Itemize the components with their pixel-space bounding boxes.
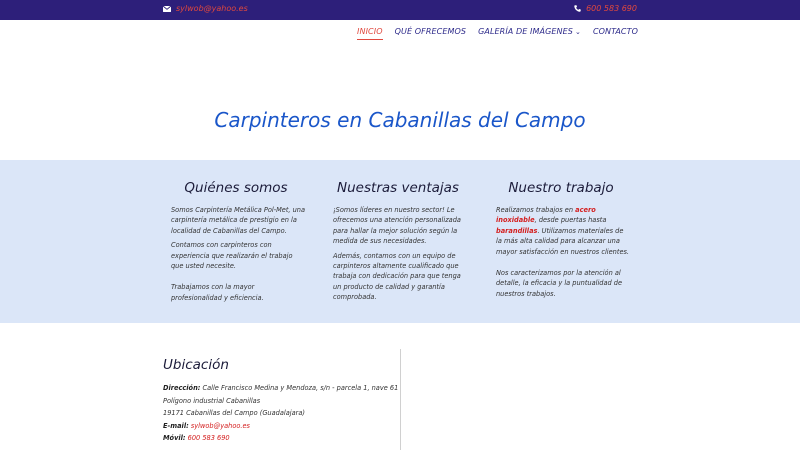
highlight-acero-inoxidable: acero inoxidable xyxy=(496,206,596,225)
email-line xyxy=(163,420,403,433)
email-label: E-mail: xyxy=(163,421,189,430)
top-contact-bar xyxy=(0,0,800,20)
feature-column-nuestras-ventajas xyxy=(333,180,468,307)
page-title: Carpinteros en Cabanillas del Campo xyxy=(214,108,586,132)
feature-column-nuestro-trabajo xyxy=(496,180,631,303)
location-title: Ubicación xyxy=(163,357,229,373)
topbar-phone-text[interactable]: 600 583 690 xyxy=(586,4,637,13)
feature-title: Nuestras ventajas xyxy=(337,180,459,196)
topbar-email-text[interactable]: sylwob@yahoo.es xyxy=(176,4,248,13)
nav-item-galeria[interactable] xyxy=(478,27,581,40)
vertical-divider xyxy=(400,349,401,450)
topbar-phone[interactable] xyxy=(574,4,637,13)
feature-text-part: , desde puertas hasta xyxy=(534,216,607,225)
address-label: Dirección: xyxy=(163,384,201,392)
feature-text-part: Realizamos trabajos en xyxy=(496,206,576,214)
address-value: Calle Francisco Medina y Mendoza, s/n - parcela 1, nave 61 xyxy=(200,384,399,392)
nav-item-label: CONTACTO xyxy=(592,27,638,36)
mobile-line xyxy=(163,432,403,445)
feature-title: Quiénes somos xyxy=(184,180,288,196)
address-line xyxy=(163,382,403,395)
feature-text: Trabajamos con la mayor profesionalidad y eficiencia. xyxy=(171,283,264,302)
nav-item-que-ofrecemos[interactable] xyxy=(395,27,466,40)
feature-text-part: . Utilizamos materiales de la más alta calidad para alcanzar una mayor satisfacción en nuestros clientes. xyxy=(496,226,630,256)
address-line: 19171 Cabanillas del Campo (Guadalajara) xyxy=(163,409,305,417)
nav-item-label: INICIO xyxy=(357,27,383,36)
chevron-down-icon: ⌄ xyxy=(574,27,581,36)
nav-item-label: GALERÍA DE IMÁGENES xyxy=(478,27,573,36)
nav-item-contacto[interactable] xyxy=(593,27,638,40)
feature-text: ¡Somos líderes en nuestro sector! Le ofrecemos una atención personalizada para hallar la mejor solución según la medida de sus necesidades. xyxy=(333,206,461,246)
topbar-email[interactable] xyxy=(163,4,248,13)
feature-text: Además, contamos con un equipo de carpinteros altamente cualificado que trabaja con dedicación para que tenga un producto de calidad y garantía comprobada. xyxy=(333,251,461,302)
location-section xyxy=(163,357,403,445)
phone-icon xyxy=(574,5,581,12)
feature-text: Somos Carpintería Metálica Pol-Met, una carpintería metálica de prestigio en la localidad de Cabanillas del Campo. xyxy=(171,206,306,235)
feature-column-quienes-somos xyxy=(171,180,306,307)
features-section xyxy=(0,160,800,323)
nav-item-label: QUÉ OFRECEMOS xyxy=(394,27,467,36)
mobile-link[interactable]: 600 583 690 xyxy=(187,434,230,442)
feature-text: Nos caracterizamos por la atención al detalle, la eficacia y la puntualidad de nuestros trabajos. xyxy=(496,269,623,298)
feature-text xyxy=(496,205,631,257)
envelope-icon xyxy=(163,6,171,12)
highlight-barandillas: barandillas xyxy=(496,226,538,235)
nav-item-inicio[interactable] xyxy=(357,27,383,40)
feature-title: Nuestro trabajo xyxy=(508,180,614,196)
address-line: Polígono industrial Cabanillas xyxy=(163,396,261,405)
email-link[interactable]: sylwob@yahoo.es xyxy=(190,421,250,430)
mobile-label: Móvil: xyxy=(163,434,186,442)
main-nav xyxy=(345,27,638,40)
feature-text: Contamos con carpinteros con experiencia que realizarán el trabajo que usted necesite. xyxy=(171,241,293,271)
